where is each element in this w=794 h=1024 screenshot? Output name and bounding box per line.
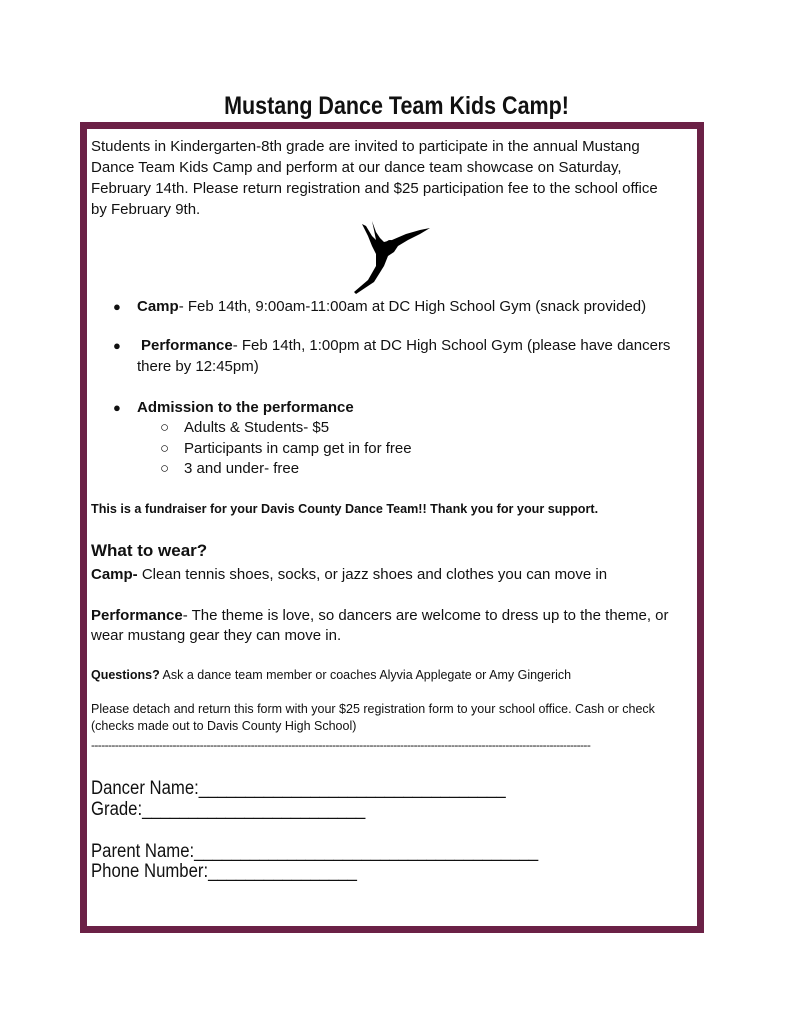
sub-bullet-icon: ○ — [160, 419, 170, 436]
bullet-icon: ● — [113, 400, 121, 415]
detach-line: (checks made out to Davis County High School) — [91, 719, 357, 733]
sub-bullet: Adults & Students- $5 — [184, 419, 330, 436]
questions-text: Ask a dance team member or coaches Alyvia Applegate or Amy Gingerich — [159, 668, 572, 682]
intro-line: Students in Kindergarten-8th grade are invited to participate in the annual Mustang — [91, 138, 640, 155]
sub-bullet: Participants in camp get in for free — [184, 440, 412, 457]
fundraiser-note: This is a fundraiser for your Davis County Dance Team!! Thank you for your support. — [91, 502, 599, 516]
intro-paragraph — [91, 136, 658, 220]
detach-line: Please detach and return this form with your $25 registration form to your school office. Cash or check — [91, 702, 655, 716]
bullet-text: - Feb 14th, 1:00pm at DC High School Gym (please have dancers — [232, 337, 671, 354]
bullet-admission: Admission to the performance — [137, 399, 354, 416]
grade-field[interactable]: Grade:________________________ — [91, 799, 366, 820]
dancer-silhouette-icon — [350, 218, 434, 296]
bullet-label: Performance — [141, 337, 233, 354]
wear-camp — [91, 566, 607, 583]
page-title — [0, 92, 794, 121]
intro-line: Dance Team Kids Camp and perform at our dance team showcase on Saturday, — [91, 159, 622, 176]
sub-bullet: 3 and under- free — [184, 460, 300, 477]
wear-heading: What to wear? — [91, 541, 208, 560]
sub-bullet-icon: ○ — [160, 460, 170, 477]
cut-line: --------------------------------------------------------------------------------------------------------------------------------------------------- — [91, 738, 591, 752]
questions-line — [91, 668, 571, 682]
bullet-text: there by 12:45pm) — [137, 358, 259, 375]
bullet-label: Camp — [137, 298, 179, 315]
wear-perf-text: - The theme is love, so dancers are welcome to dress up to the theme, or — [182, 607, 669, 624]
wear-camp-label: Camp- — [91, 566, 138, 583]
intro-line: February 14th. Please return registration and $25 participation fee to the school office — [91, 180, 658, 197]
sub-bullet-icon: ○ — [160, 440, 170, 457]
bullet-icon: ● — [113, 338, 121, 353]
wear-perf-label: Performance — [91, 607, 183, 624]
bullet-camp — [137, 298, 646, 315]
dancer-name-field[interactable]: Dancer Name:_________________________________ — [91, 778, 506, 799]
wear-performance — [91, 607, 669, 624]
bullet-text: - Feb 14th, 9:00am-11:00am at DC High School Gym (snack provided) — [178, 298, 647, 315]
title-text: Mustang Dance Team Kids Camp! — [224, 92, 570, 120]
questions-label: Questions? — [91, 668, 160, 682]
phone-number-field[interactable]: Phone Number:________________ — [91, 861, 357, 882]
wear-camp-text: Clean tennis shoes, socks, or jazz shoes and clothes you can move in — [137, 566, 608, 583]
wear-perf-text: wear mustang gear they can move in. — [91, 627, 342, 644]
parent-name-field[interactable]: Parent Name:_____________________________________ — [91, 841, 539, 862]
intro-line: by February 9th. — [91, 201, 201, 218]
bullet-performance — [141, 337, 670, 354]
bullet-icon: ● — [113, 299, 121, 314]
